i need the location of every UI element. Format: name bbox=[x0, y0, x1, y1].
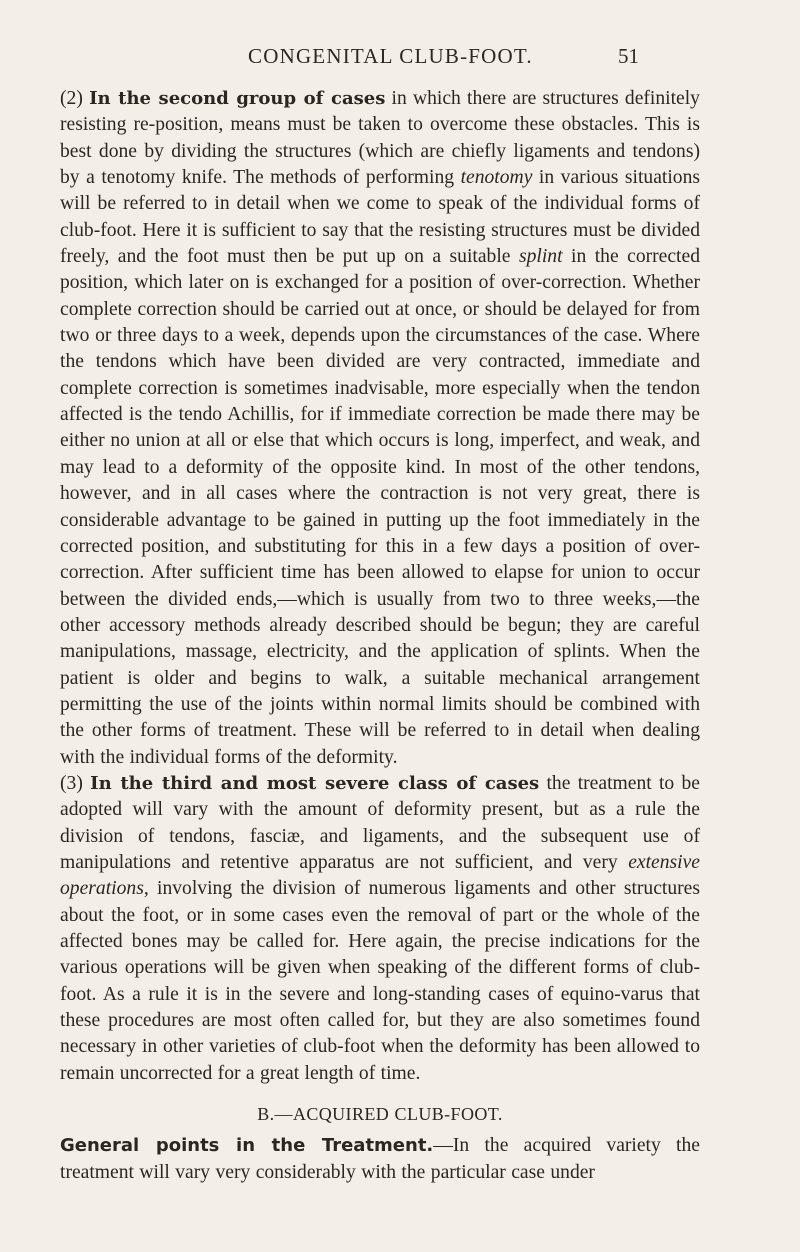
paragraph-text: , involving the division of numerous ligaments and other structures about the foot, or in some cases even the removal of part or the whole of the affected bones may be called for. Here again, the precise indications for the various operations will be given when speaking of the different forms of club-foot. As a rule it is in the severe and long-standing cases of equino-varus that these procedures are most often called for, but they are also sometimes found necessary in other varieties of club-foot when the deformity has been allowed to remain uncorrected for a great length of time. bbox=[60, 878, 700, 1084]
paragraph-text: the treatment to be adopted will vary with the amount of deformity present, but as a rule the division of tendons, fasciæ, and ligaments, and the subsequent use of manipulations and retentive apparatus are not sufficient, and very bbox=[60, 772, 701, 873]
paragraph-number: (3) bbox=[60, 772, 83, 794]
paragraph-lead: In the second group of cases bbox=[89, 88, 386, 109]
paragraph-third-class bbox=[60, 771, 700, 1087]
paragraph-general-points bbox=[60, 1133, 700, 1186]
paragraph-lead: In the third and most severe class of cases bbox=[90, 772, 540, 794]
emphasis-splint: splint bbox=[518, 246, 563, 268]
section-heading: B.—ACQUIRED CLUB-FOOT. bbox=[257, 1104, 503, 1125]
paragraph-text: in the corrected position, which later on is exchanged for a position of over-correction. Whether complete correction should be carried out at once, or should be delayed for from two or three days to a week, depends upon the circumstances of the case. Where the tendons which have been divided are very contracted, immediate and complete correction is sometimes inadvisable, more especially when the tendon affected is the tendo Achillis, for if immediate correction be made there may be either no union at all or else that which occurs is long, imperfect, and weak, and may lead to a deformity of the opposite kind. In most of the other tendons, however, and in all cases where the contraction is not very great, there is considerable advantage to be gained in putting up the foot immediately in the corrected position, and substituting for this in a few days a position of over-correction. After sufficient time has been allowed to elapse for union to occur between the divided ends,—which is usually from two to three weeks,—the other accessory methods already described should be begun; they are careful manipulations, massage, electricity, and the application of splints. When the patient is older and begins to walk, a suitable mechanical arrangement permitting the use of the joints within normal limits should be combined with the other forms of treatment. These will be referred to in detail when dealing with the individual forms of the deformity. bbox=[60, 246, 700, 768]
paragraph-number: (2) bbox=[60, 88, 83, 109]
emphasis-tenotomy: tenotomy bbox=[460, 167, 533, 189]
paragraph-text: —In the acquired variety the treatment will vary very considerably with the particular case under bbox=[60, 1135, 700, 1183]
emphasis-extensive-operations: extensive operations bbox=[60, 851, 700, 900]
running-title: CONGENITAL CLUB-FOOT. bbox=[248, 44, 533, 68]
running-head bbox=[0, 44, 800, 84]
page-number: 51 bbox=[618, 44, 639, 68]
paragraph-text: in which there are structures definitely resisting re-position, means must be taken to overcome these obstacles. This is best done by dividing the structures (which are chiefly ligaments and tendons) by a tenotomy knife. The methods of performing bbox=[60, 88, 700, 189]
paragraph-lead: General points in the Treatment. bbox=[60, 1135, 434, 1157]
paragraph-text: in various situations will be referred to in detail when we come to speak of the individual forms of club-foot. Here it is sufficient to say that the resisting structures must be divided freely, and the foot must then be put up on a suitable bbox=[60, 167, 700, 268]
paragraph-second-group bbox=[60, 86, 700, 771]
body-text bbox=[60, 86, 700, 1186]
